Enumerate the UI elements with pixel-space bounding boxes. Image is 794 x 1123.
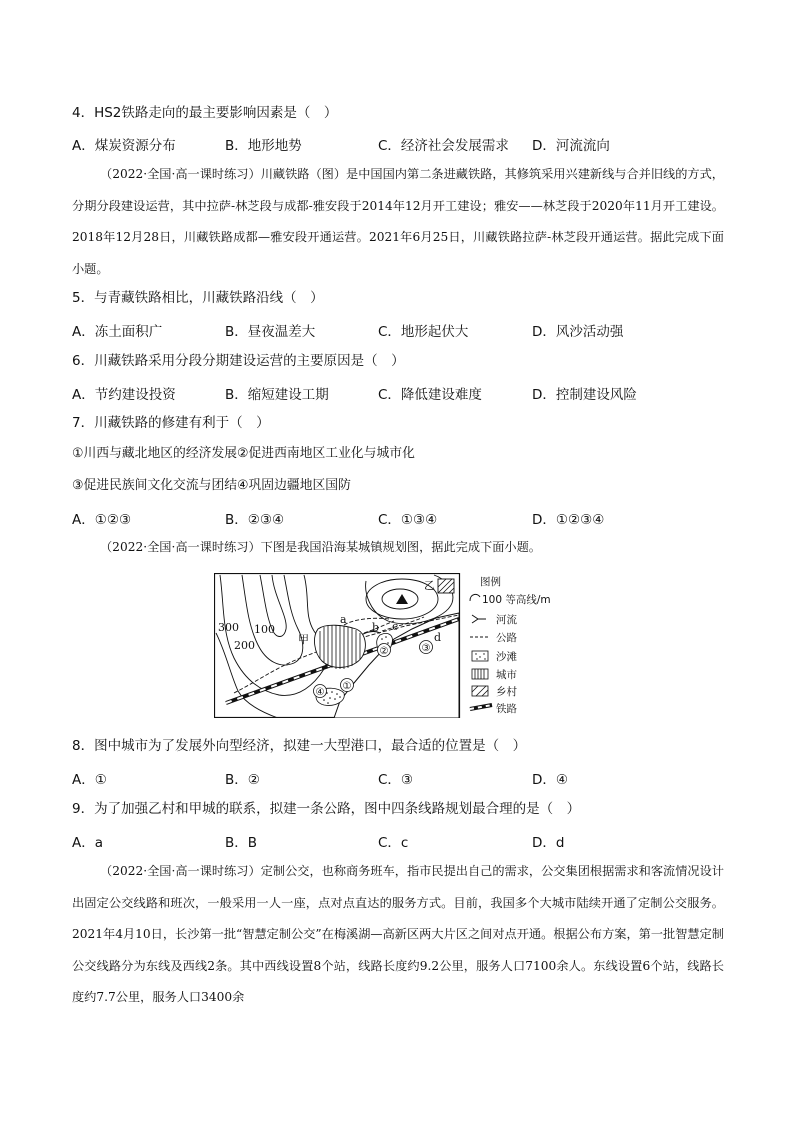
- contour-label-300: 300: [218, 621, 239, 634]
- option-a[interactable]: A．a: [72, 835, 104, 851]
- passage-sichuan-tibet-railway: （2022·全国·高一课时练习）川藏铁路（图）是中国国内第二条进藏铁路，其修筑采用兴建新线与合并旧线的方式，分期分段建设运营，其中拉萨-林芝段与成都-雅安段于2014年12月开工建设；雅安——林芝段于2020年11月开工建设。2018年12月28日，川藏铁路成都—雅安段开通运营。2021年6月25日，川藏铁路拉萨-林芝段开通运营。据此完成下面小题。: [72, 167, 724, 276]
- option-a[interactable]: A．冻土面积广: [72, 324, 163, 340]
- passage-coastal-town: （2022·全国·高一课时练习）下图是我国沿海某城镇规划图，据此完成下面小题。: [100, 540, 541, 554]
- option-c[interactable]: C．地形起伏大: [378, 324, 469, 340]
- coastal-town-planning-map: [214, 573, 580, 718]
- question-4-options: [72, 134, 732, 152]
- question-7-stem: 7．川藏铁路的修建有利于（ ）: [72, 415, 270, 431]
- question-8-options: [72, 768, 732, 786]
- question-8-stem: 8．图中城市为了发展外向型经济，拟建一大型港口，最合适的位置是（ ）: [72, 738, 527, 754]
- option-d[interactable]: D．风沙活动强: [532, 324, 624, 340]
- map-legend: [470, 575, 551, 715]
- passage-custom-bus: （2022·全国·高一课时练习）定制公交，也称商务班车，指市民提出自己的需求，公交集团根据需求和客流情况设计出固定公交线路和班次，一般采用一人一座，点对点直达的服务方式。目前，我国多个大城市陆续开通了定制公交服务。2021年4月10日，长沙第一批“智慧定制公交”在梅溪湖—高新区两大片区之间对点开通。根据公布方案，第一批智慧定制公交线路分为东线及西线2条。其中西线设置8个站，线路长度约9.2公里，服务人口7100余人。东线设置6个站，线路长度约7.7公里，服务人口3400余: [72, 864, 724, 1004]
- question-7-options: [72, 508, 732, 526]
- option-d[interactable]: D．④: [532, 772, 568, 788]
- option-c[interactable]: C．降低建设难度: [378, 387, 482, 403]
- legend-village: 乡村: [496, 686, 517, 698]
- contour-legend-icon: [470, 594, 480, 601]
- legend-contour: 100 等高线/m: [482, 594, 551, 606]
- option-c[interactable]: C．①③④: [378, 512, 438, 528]
- route-b-label: b: [372, 621, 380, 634]
- beach-legend-icon: [472, 651, 488, 661]
- question-5-stem: 5．与青藏铁路相比，川藏铁路沿线（ ）: [72, 290, 324, 306]
- legend-beach: 沙滩: [496, 651, 517, 663]
- place-jia: 甲: [298, 633, 309, 646]
- option-a[interactable]: A．节约建设投资: [72, 387, 176, 403]
- route-a-label: a: [340, 613, 347, 626]
- legend-title: 图例: [480, 576, 501, 588]
- option-d[interactable]: D．河流流向: [532, 138, 610, 154]
- option-a[interactable]: A．煤炭资源分布: [72, 138, 176, 154]
- option-b[interactable]: B．②③④: [225, 512, 285, 528]
- question-6-options: [72, 383, 732, 401]
- option-a[interactable]: A．①②③: [72, 512, 132, 528]
- village-legend-icon: [472, 686, 488, 696]
- option-b[interactable]: B．缩短建设工期: [225, 387, 329, 403]
- site-1-label: ①: [342, 681, 352, 692]
- legend-city: 城市: [496, 669, 517, 681]
- question-5-options: [72, 320, 732, 338]
- option-b[interactable]: B．昼夜温差大: [225, 324, 316, 340]
- option-c[interactable]: C．经济社会发展需求: [378, 138, 509, 154]
- site-4-label: ④: [315, 687, 325, 698]
- place-yi: 乙: [424, 579, 435, 592]
- option-d[interactable]: D．d: [532, 835, 565, 851]
- question-7-statement-1: ①川西与藏北地区的经济发展②促进西南地区工业化与城市化: [72, 446, 415, 461]
- question-4-stem: 4．HS2铁路走向的最主要影响因素是（ ）: [72, 105, 338, 121]
- legend-river: 河流: [496, 614, 517, 626]
- legend-road: 公路: [496, 632, 517, 644]
- question-9-options: [72, 831, 732, 849]
- contour-label-100: 100: [254, 623, 275, 636]
- option-c[interactable]: C．c: [378, 835, 409, 851]
- river-legend-icon: [472, 615, 486, 623]
- route-c-label: c: [392, 620, 399, 633]
- route-d-label: d: [434, 631, 442, 644]
- legend-railway: 铁路: [496, 703, 517, 715]
- question-9-stem: 9．为了加强乙村和甲城的联系，拟建一条公路，图中四条线路规划最合理的是（ ）: [72, 801, 581, 817]
- option-a[interactable]: A．①: [72, 772, 107, 788]
- option-c[interactable]: C．③: [378, 772, 414, 788]
- option-b[interactable]: B．②: [225, 772, 260, 788]
- option-d[interactable]: D．①②③④: [532, 512, 605, 528]
- site-2-label: ②: [379, 646, 389, 657]
- question-7-statement-2: ③促进民族间文化交流与团结④巩固边疆地区国防: [72, 478, 351, 493]
- option-d[interactable]: D．控制建设风险: [532, 387, 637, 403]
- city-legend-icon: [472, 669, 488, 679]
- option-b[interactable]: B．地形地势: [225, 138, 302, 154]
- option-b[interactable]: B．B: [225, 835, 258, 851]
- question-6-stem: 6．川藏铁路采用分段分期建设运营的主要原因是（ ）: [72, 353, 405, 369]
- site-3-label: ③: [421, 643, 431, 654]
- contour-label-200: 200: [234, 639, 255, 652]
